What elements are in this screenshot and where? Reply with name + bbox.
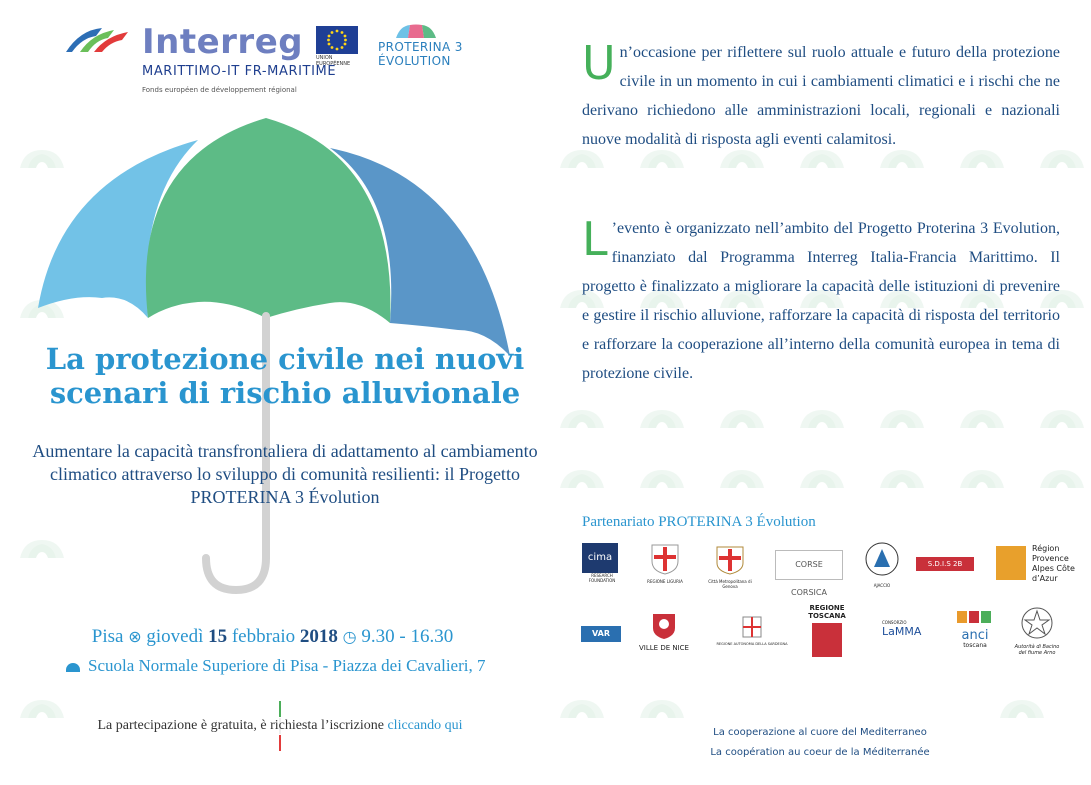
partner-nice-logo [636,612,692,658]
dropcap-l: L [582,212,608,266]
event-date-day: 15 [208,626,228,647]
partner-paca-logo [996,544,1080,588]
event-time: 9.30 - 16.30 [361,626,454,647]
registration-line [0,718,560,734]
toscana-caption: REGIONE TOSCANA [808,604,846,620]
interreg-swoosh-icon [66,26,132,56]
event-date-line [0,626,545,648]
partner-lamma-logo [864,620,934,646]
event-venue: Scuola Normale Superiore di Pisa - Piazza dei Cavalieri, 7 [88,656,486,675]
interreg-programme: MARITTIMO-IT FR-MARITIME [142,64,337,79]
proterina-logo [378,24,478,72]
sdis-caption: S.D.I.S 2B [927,560,963,568]
sardegna-caption: REGIONE AUTONOMA DELLA SARDEGNA [716,642,788,646]
partners-title: Partenariato PROTERINA 3 Évolution [582,514,816,530]
description-paragraph-2 [582,214,1060,388]
partner-corse-logo [775,550,843,597]
partner-anci-logo [952,610,998,654]
cima-mark: cima [582,543,618,573]
calendar-icon: ⊗ [128,627,142,646]
eu-caption: UNION EUROPÉENNE [316,55,351,67]
liguria-crest-icon [650,543,680,575]
lamma-caption: LaMMA [882,625,922,638]
event-city: Pisa [91,626,124,647]
proterina-name: PROTERINA 3 [378,40,463,54]
registration-text: La partecipazione è gratuita, è richiesta l’iscrizione [97,718,384,733]
event-venue-line [66,656,536,676]
anci-sub: toscana [963,642,987,649]
partner-cima-logo [582,543,622,589]
partner-var-logo [581,626,621,642]
event-day: giovedì [146,626,204,647]
sardegna-crest-icon [742,616,762,638]
paragraph-1-text: n’occasione per riflettere sul ruolo attuale e futuro della protezione civile in un momento in cui i cambiamenti climatici e i rischi che ne derivano richiedono alle amministrazioni locali, regionali e nazionali nuove modalità di risposta agli eventi calamitosi. [582,44,1060,148]
interreg-logo [66,22,366,102]
partner-sdis-logo [916,557,974,571]
cima-sub: RESEARCH FOUNDATION [588,573,616,583]
partner-sardegna-logo [708,616,796,656]
liguria-caption: REGIONE LIGURIA [647,579,683,584]
ajaccio-caption: AJACCIO [873,583,891,588]
proterina-evolution: ÉVOLUTION [378,54,451,68]
paca-caption: Région Provence Alpes Côte d’Azur [1032,544,1075,583]
anci-squares-icon [957,611,993,625]
ajaccio-crest-icon [864,541,900,579]
nice-caption: VILLE DE NICE [639,644,689,652]
event-subtitle: Aumentare la capacità transfrontaliera di adattamento al cambiamento climatico attraverso lo sviluppo di comunità resilienti: il Progetto PROTERINA 3 Évolution [32,441,538,507]
description-paragraph-1 [582,38,1060,154]
partner-toscana-logo [808,604,846,660]
corse-caption: CORSE CORSICA [791,560,827,597]
bacino-caption: Autorità di Bacino del fiume Arno [1014,644,1060,656]
nice-crest-icon [651,612,677,640]
interreg-fund-text: Fonds européen de développement régional [142,86,297,94]
dropcap-u: U [582,36,616,90]
lamma-pre: CONSORZIO [882,620,907,625]
partner-genova-logo [705,543,755,593]
footer-motto-it: La cooperazione al cuore del Mediterraneo [713,727,927,738]
proterina-umbrella-icon [394,24,438,38]
event-date-month: febbraio [231,626,296,647]
partner-ajaccio-logo [860,541,904,591]
registration-link[interactable]: cliccando qui [387,718,463,733]
genova-crest-icon [713,543,747,575]
event-date-year: 2018 [299,626,338,647]
clock-icon: ◷ [342,627,357,646]
partner-bacino-logo [1012,606,1062,664]
eu-flag-icon [316,26,358,54]
toscana-pegasus-icon [812,623,842,657]
event-title: La protezione civile nei nuovi scenari di rischio alluvionale [45,342,525,410]
footer-motto-fr: La coopération au coeur de la Méditerranée [710,747,930,758]
partner-liguria-logo [645,543,685,589]
paragraph-2-text: ’evento è organizzato nell’ambito del Progetto Proterina 3 Evolution, finanziato dal Programma Interreg Italia-Francia Marittimo. Il progetto è finalizzato a migliorare la capacità delle istituzioni di prevenire e gestire il rischio alluvione, rafforzare la capacità di risposta del territorio e rafforzare la cooperazione all’interno della comunità europea in tema di protezione civile. [582,220,1060,382]
paca-flag-icon [996,546,1026,580]
republic-emblem-icon [1020,606,1054,640]
anci-caption: anci [961,628,989,643]
location-icon [66,663,80,672]
genova-caption: Città Metropolitana di Genova [708,579,752,589]
var-caption: VAR [592,629,610,638]
interreg-wordmark: Interreg [142,22,304,62]
